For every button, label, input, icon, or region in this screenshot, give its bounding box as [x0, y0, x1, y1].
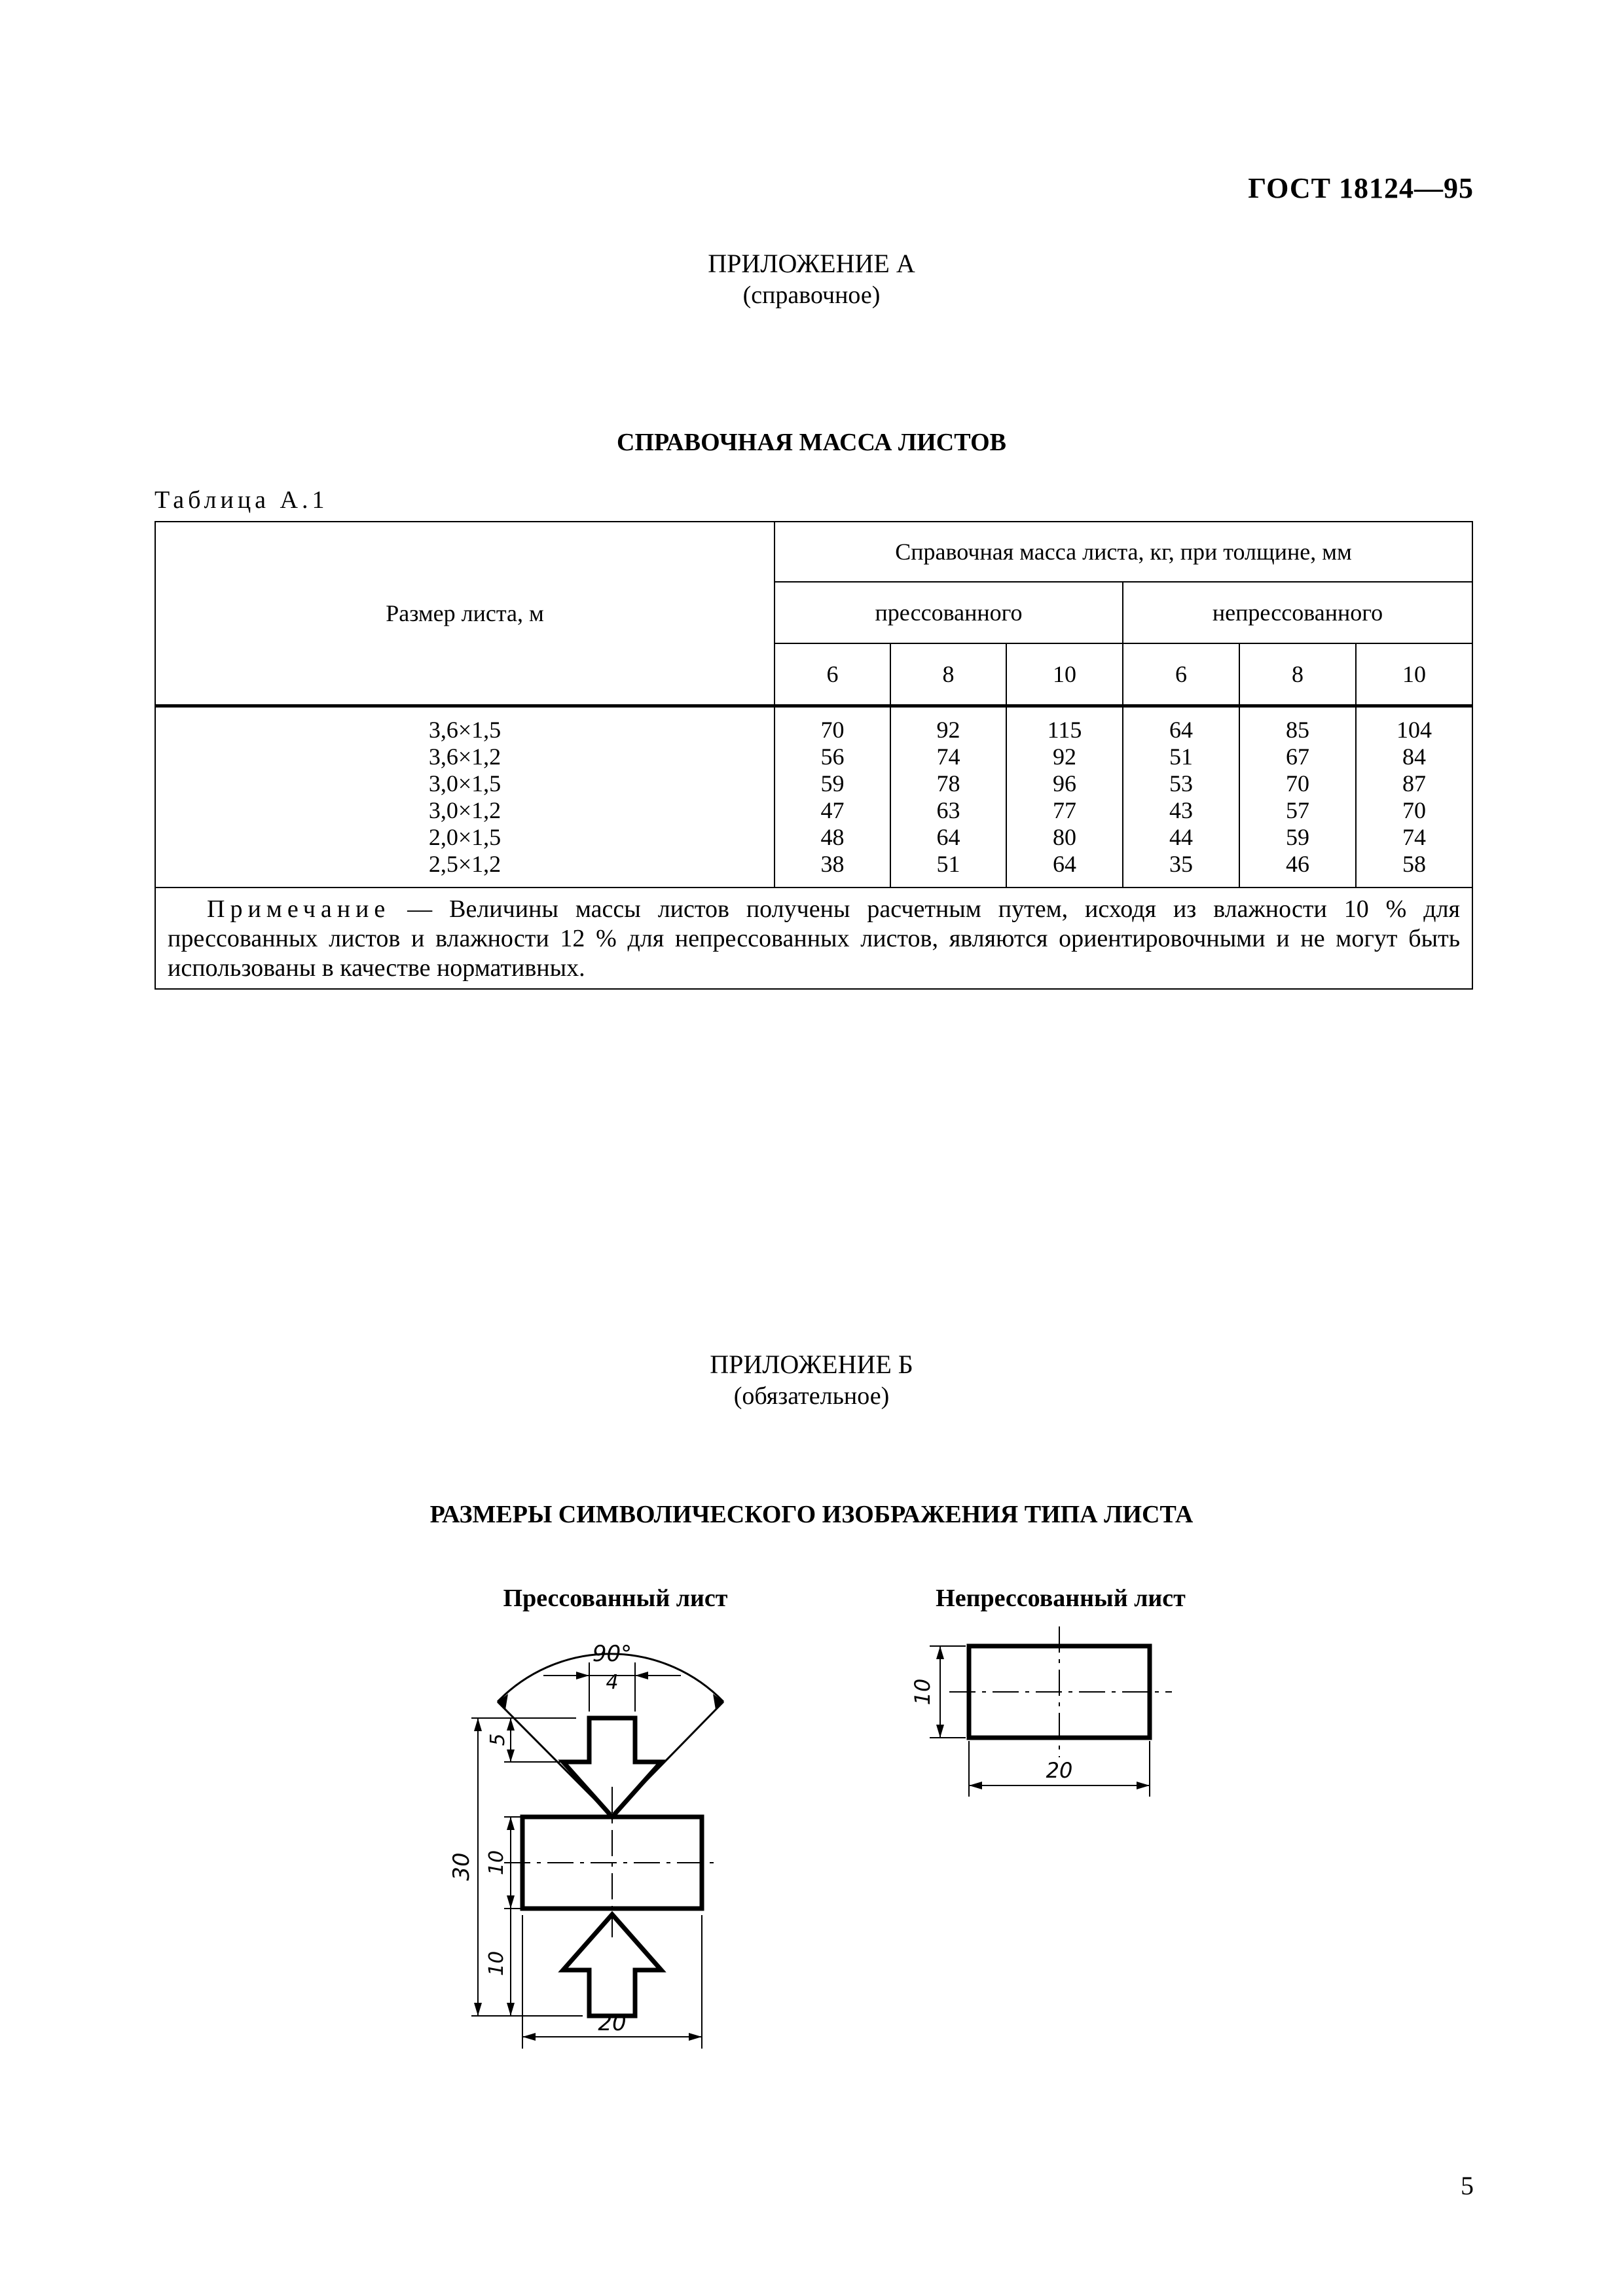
mass-value: 48: [820, 824, 845, 850]
size-column-header: Размер листа, м: [155, 522, 775, 706]
mass-value: 64: [1169, 717, 1193, 743]
mass-value: 38: [820, 851, 845, 877]
dim-arrow-head: 5: [486, 1733, 509, 1746]
mass-value: 56: [820, 744, 845, 770]
page-number: 5: [1461, 2171, 1474, 2200]
pressed-sheet-title: Прессованный лист: [503, 1585, 728, 1612]
mass-value: 70: [1402, 797, 1427, 823]
table-label: Таблица А.1: [155, 486, 329, 514]
size-value: 3,6×1,5: [428, 717, 501, 743]
appendix-a-heading: [0, 247, 1623, 310]
mass-value: 35: [1169, 851, 1193, 877]
mass-column: [890, 706, 1006, 888]
thickness-header: 8: [1239, 643, 1356, 706]
mass-value: 47: [820, 797, 845, 823]
appendix-b-heading: [0, 1348, 1623, 1411]
size-value: 2,5×1,2: [428, 851, 501, 877]
mass-value: 74: [1402, 824, 1427, 850]
mass-column: [775, 706, 890, 888]
appendix-a-subtitle: (справочное): [742, 281, 881, 309]
note-label: Примечание: [207, 895, 391, 923]
mass-value: 92: [936, 717, 960, 743]
mass-value: 115: [1047, 717, 1082, 743]
mass-value: 63: [936, 797, 960, 823]
mass-header: Справочная масса листа, кг, при толщине, мм: [775, 522, 1472, 582]
appendix-b-section-title: РАЗМЕРЫ СИМВОЛИЧЕСКОГО ИЗОБРАЖЕНИЯ ТИПА ЛИСТА: [429, 1501, 1194, 1528]
mass-value: 80: [1053, 824, 1076, 850]
mass-value: 44: [1169, 824, 1193, 850]
mass-value: 87: [1402, 770, 1427, 797]
pressed-header: прессованного: [775, 582, 1123, 643]
mass-value: 51: [1169, 744, 1193, 770]
mass-column: [1239, 706, 1356, 888]
table-note: [155, 888, 1472, 989]
size-value: 3,0×1,2: [428, 797, 501, 823]
mass-value: 64: [936, 824, 960, 850]
dim-unpressed-height: 10: [910, 1678, 935, 1706]
thickness-header: 6: [775, 643, 890, 706]
mass-value: 51: [936, 851, 960, 877]
mass-column: [1006, 706, 1123, 888]
mass-value: 84: [1402, 744, 1427, 770]
mass-value: 70: [820, 717, 845, 743]
thickness-header: 10: [1006, 643, 1123, 706]
appendix-b-title: ПРИЛОЖЕНИЕ Б: [710, 1350, 913, 1379]
unpressed-header: непрессованного: [1123, 582, 1472, 643]
mass-value: 104: [1396, 717, 1432, 743]
dim-sheet-width: 20: [598, 2010, 627, 2036]
mass-table: [155, 521, 1473, 990]
mass-value: 78: [936, 770, 960, 797]
mass-value: 92: [1053, 744, 1076, 770]
size-value: 3,6×1,2: [428, 744, 501, 770]
mass-value: 43: [1169, 797, 1193, 823]
mass-value: 58: [1402, 851, 1427, 877]
mass-value: 64: [1053, 851, 1076, 877]
mass-value: 53: [1169, 770, 1193, 797]
mass-value: 59: [1286, 824, 1309, 850]
dim-total: 30: [448, 1852, 475, 1881]
document-code: ГОСТ 18124—95: [1248, 172, 1474, 204]
thickness-header: 8: [890, 643, 1006, 706]
appendix-b-subtitle: (обязательное): [733, 1382, 890, 1410]
dim-angle: 90°: [592, 1641, 632, 1667]
mass-value: 74: [936, 744, 960, 770]
appendix-a-title: ПРИЛОЖЕНИЕ А: [708, 249, 915, 278]
pressed-sheet-drawing: [393, 1610, 759, 2055]
dim-arrow-width: 4: [606, 1671, 619, 1694]
unpressed-sheet-drawing: [903, 1623, 1205, 1806]
thickness-header: 6: [1123, 643, 1239, 706]
mass-value: 96: [1053, 770, 1076, 797]
dim-sheet-height: 10: [485, 1850, 508, 1876]
dim-unpressed-width: 20: [1046, 1758, 1073, 1783]
mass-column: [1123, 706, 1239, 888]
mass-column: [1356, 706, 1472, 888]
mass-value: 77: [1053, 797, 1076, 823]
mass-value: 67: [1286, 744, 1309, 770]
mass-value: 46: [1286, 851, 1309, 877]
size-value: 3,0×1,5: [428, 770, 501, 797]
mass-value: 59: [820, 770, 845, 797]
mass-value: 57: [1286, 797, 1309, 823]
size-value: 2,0×1,5: [428, 824, 501, 850]
unpressed-sheet-title: Непрессованный лист: [936, 1585, 1186, 1612]
appendix-a-section-title: СПРАВОЧНАЯ МАССА ЛИСТОВ: [617, 429, 1006, 456]
thickness-header: 10: [1356, 643, 1472, 706]
dim-lower: 10: [485, 1950, 508, 1977]
mass-value: 85: [1286, 717, 1309, 743]
size-cell: [155, 706, 775, 888]
mass-value: 70: [1286, 770, 1309, 797]
note-text: — Величины массы листов получены расчетным путем, исходя из влажности 10 % для прессованных листов и влажности 12 % для непрессованных листов, являются ориентировочными и не могут быть использованы в качестве нормативных.: [168, 895, 1461, 982]
